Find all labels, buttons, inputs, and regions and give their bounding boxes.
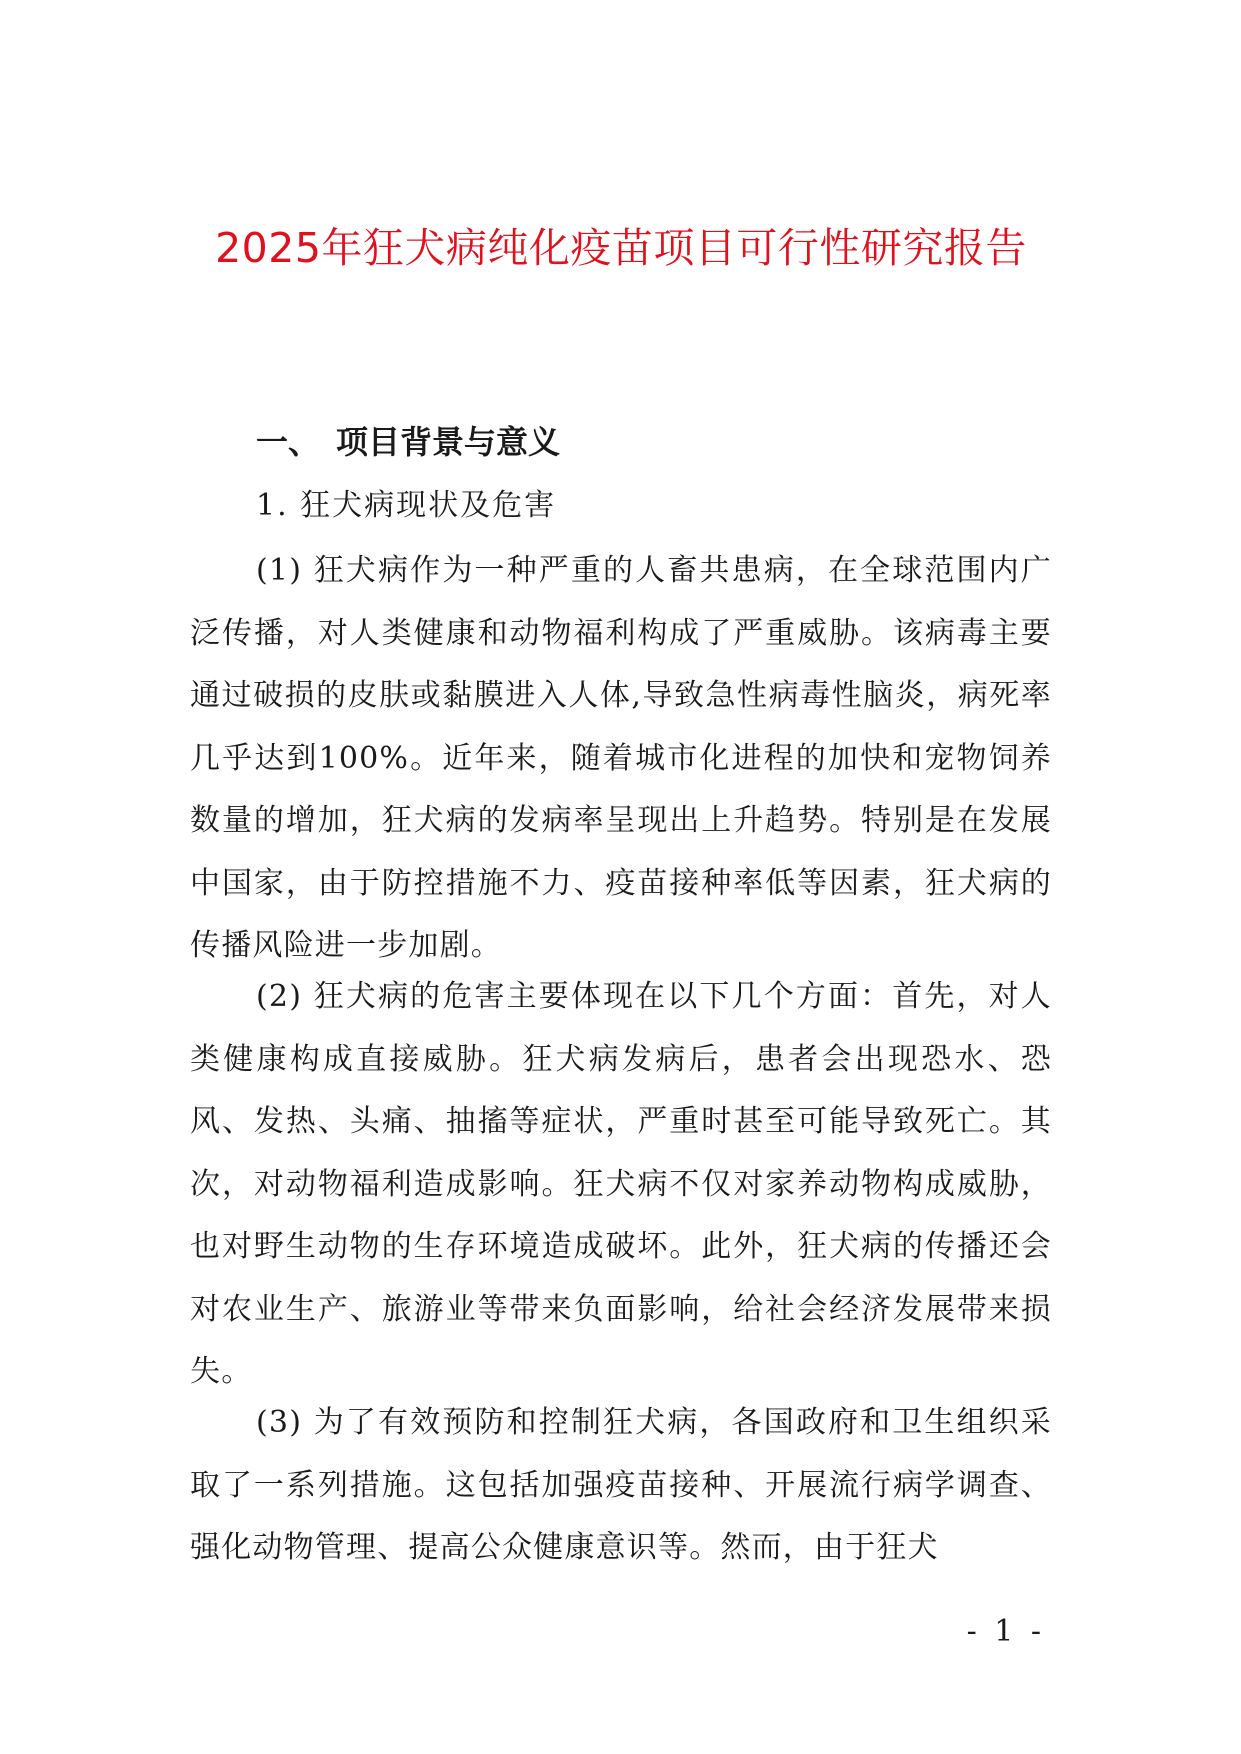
document-title: 2025年狂犬病纯化疫苗项目可行性研究报告 bbox=[215, 224, 1027, 272]
subsection-heading: 1. 狂犬病现状及危害 bbox=[256, 488, 557, 523]
section-number: 一、 bbox=[256, 423, 321, 461]
page-number: - 1 - bbox=[966, 1614, 1045, 1649]
paragraph-2: (2) 狂犬病的危害主要体现在以下几个方面：首先，对人类健康构成直接威胁。狂犬病发病后，患者会出现恐水、恐风、发热、头痛、抽搐等症状，严重时甚至可能导致死亡。其次，对动物福利造成影响。狂犬病不仅对家养动物构成威胁，也对野生动物的生存环境造成破坏。此外，狂犬病的传播还会对农业生产、旅游业等带来负面影响，给社会经济发展带来损失。 bbox=[190, 979, 1052, 1389]
paragraph-3: (3) 为了有效预防和控制狂犬病，各国政府和卫生组织采取了一系列措施。这包括加强疫苗接种、开展流行病学调查、强化动物管理、提高公众健康意识等。然而，由于狂犬 bbox=[190, 1405, 1052, 1565]
paragraph-1: (1) 狂犬病作为一种严重的人畜共患病，在全球范围内广泛传播，对人类健康和动物福利构成了严重威胁。该病毒主要通过破损的皮肤或黏膜进入人体,导致急性病毒性脑炎，病死率几乎达到100%。近年来，随着城市化进程的加快和宠物饲养数量的增加，狂犬病的发病率呈现出上升趋势。特别是在发展中国家，由于防控措施不力、疫苗接种率低等因素，狂犬病的传播风险进一步加剧。 bbox=[190, 553, 1052, 963]
section-title: 项目背景与意义 bbox=[336, 423, 561, 461]
section-heading bbox=[256, 418, 560, 466]
